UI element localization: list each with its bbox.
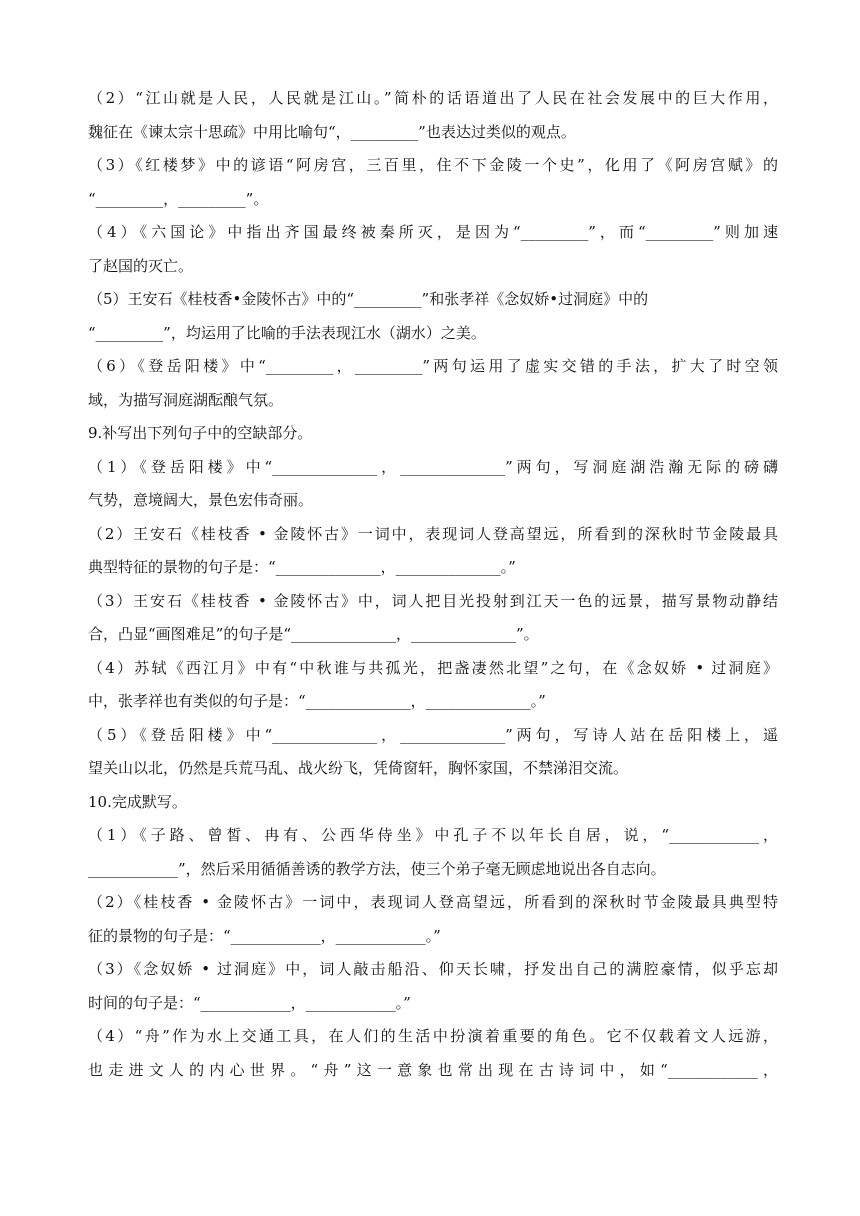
text-line: （1）《子路、曾皙、冉有、公西华侍坐》中孔子不以年长自居，说，“____________， xyxy=(88,826,778,844)
text-line: （1）《登岳阳楼》中“______________，______________”两句，写洞庭湖浩瀚无际的磅礴 xyxy=(88,457,778,476)
text-line: （2）王安石《桂枝香 • 金陵怀古》一词中，表现词人登高望远，所看到的深秋时节金陵最具 xyxy=(88,524,778,543)
text-line: （2）“江山就是人民，人民就是江山。”简朴的话语道出了人民在社会发展中的巨大作用， xyxy=(88,89,778,107)
text-line: “_________”，均运用了比喻的手法表现江水（湖水）之美。 xyxy=(88,323,486,342)
text-line: 时间的句子是：“____________，____________。” xyxy=(88,993,411,1012)
text-line: 气势，意境阔大，景色宏伟奇丽。 xyxy=(88,491,314,509)
text-line: 域，为描写洞庭湖酝酿气氛。 xyxy=(88,390,284,409)
text-line: 征的景物的句子是：“____________，____________。” xyxy=(88,926,441,945)
text-line: 魏征在《谏太宗十思疏》中用比喻句“，_________”也表达过类似的观点。 xyxy=(88,122,576,141)
text-line: （3）《念奴娇 • 过洞庭》中，词人敲击船沿、仰天长啸，抒发出自己的满腔豪情，似乎忘却 xyxy=(88,960,778,978)
text-line: （3）王安石《桂枝香 • 金陵怀古》中，词人把目光投射到江天一色的远景，描写景物动静结 xyxy=(88,591,778,610)
text-line: 合，凸显“画图难足”的句子是“______________，______________”。 xyxy=(88,625,539,643)
text-line: 也走进文人的内心世界。“舟”这一意象也常出现在古诗词中，如“____________， xyxy=(88,1060,778,1079)
text-line: 10.完成默写。 xyxy=(88,792,187,811)
text-line: （5）《登岳阳楼》中“______________，______________”两句，写诗人站在岳阳楼上，遥 xyxy=(88,725,778,744)
text-line: （4）“舟”作为水上交通工具，在人们的生活中扮演着重要的角色。它不仅载着文人远游， xyxy=(88,1027,778,1045)
text-line: 9.补写出下列句子中的空缺部分。 xyxy=(88,424,313,442)
text-line: 典型特征的景物的句子是：“______________，______________。” xyxy=(88,558,516,576)
text-line: “_________，_________”。 xyxy=(88,189,269,208)
text-line: （5）王安石《桂枝香•金陵怀古》中的“_________”和张孝祥《念奴娇•过洞庭》中的 xyxy=(88,290,649,308)
document-page xyxy=(88,82,778,1087)
text-line: （3）《红楼梦》中的谚语“阿房宫，三百里，住不下金陵一个史”，化用了《阿房宫赋》的 xyxy=(88,156,778,174)
text-line: （4）《六国论》中指出齐国最终被秦所灭，是因为“_________”，而“_________”则加速 xyxy=(88,223,778,241)
text-line: 了赵国的灭亡。 xyxy=(88,256,194,275)
text-line: （2）《桂枝香 • 金陵怀古》一词中，表现词人登高望远，所看到的深秋时节金陵最具典型特 xyxy=(88,893,778,911)
text-line: 望关山以北，仍然是兵荒马乱、战火纷飞，凭倚窗轩，胸怀家国，不禁涕泪交流。 xyxy=(88,759,629,777)
text-line: （6）《登岳阳楼》中“_________，_________”两句运用了虚实交错的手法，扩大了时空领 xyxy=(88,357,778,375)
text-line: （4）苏轼《西江月》中有“中秋谁与共孤光，把盏凄然北望”之句，在《念奴娇 • 过洞庭》 xyxy=(88,658,778,677)
text-line: 中，张孝祥也有类似的句子是：“______________，______________。” xyxy=(88,692,546,710)
text-line: ____________”，然后采用循循善诱的教学方法，使三个弟子毫无顾虑地说出各自志向。 xyxy=(88,859,666,878)
